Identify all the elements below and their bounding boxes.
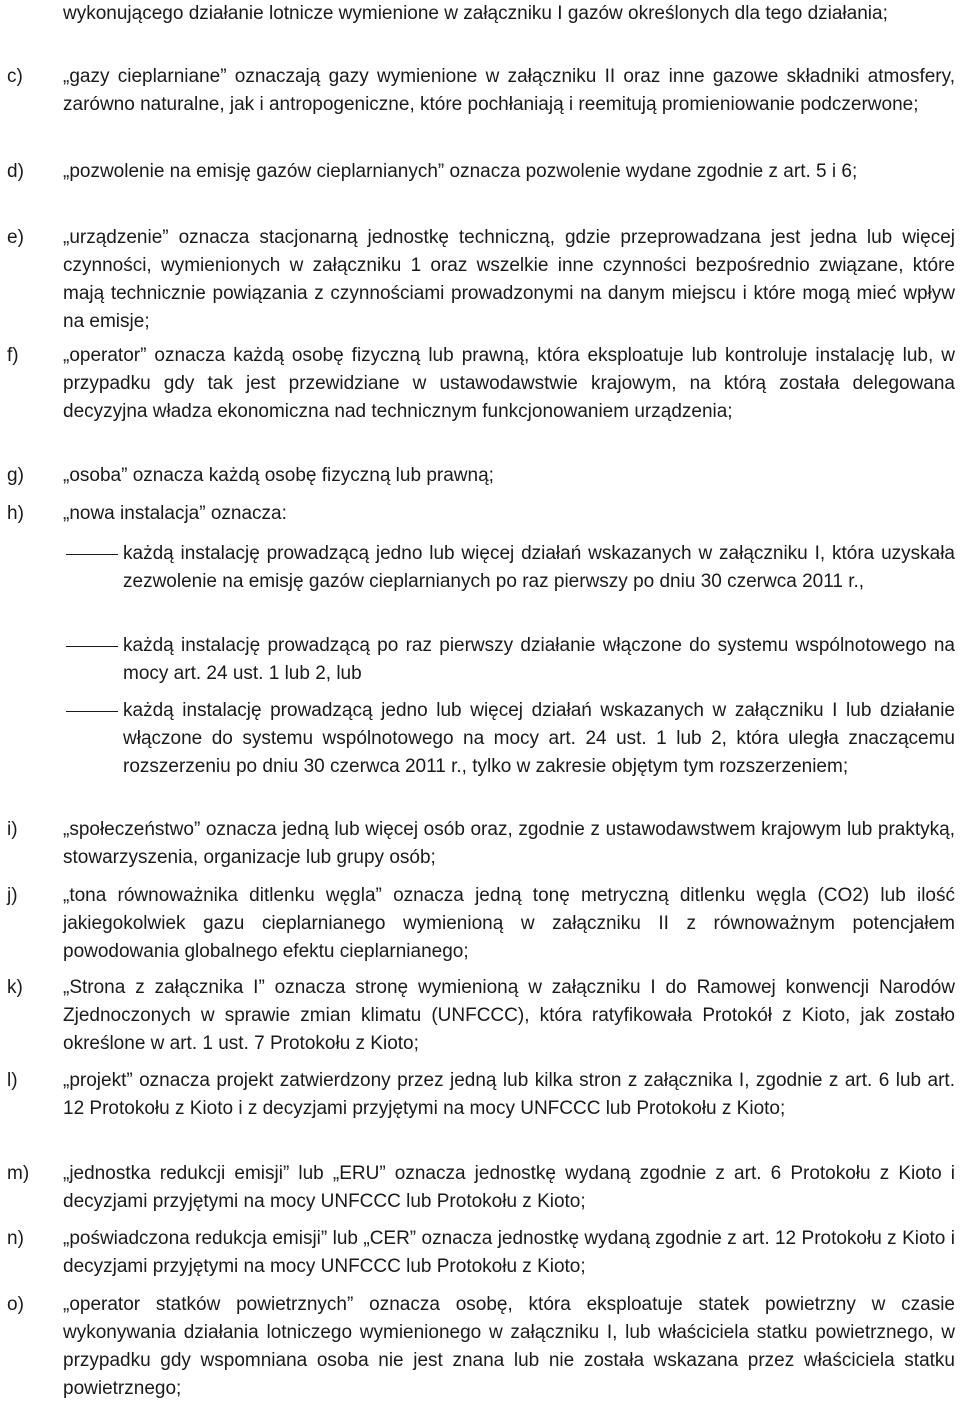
- definition-letter: i): [7, 819, 18, 840]
- sub-item-text: każdą instalację prowadzącą jedno lub więcej działań wskazanych w załączniku I lub działanie włączone do systemu wspólnotowego na mocy art. 24 ust. 1 lub 2, która uległa znaczącemu rozszerzeniu po dniu 30 czerwca 2011 r., tylko w zakresie objętym tym rozszerzeniem;: [123, 700, 955, 777]
- dash-bullet: [66, 646, 118, 647]
- definition-letter: o): [7, 1294, 24, 1315]
- definition-text: „jednostka redukcji emisji” lub „ERU” oznacza jednostkę wydaną zgodnie z art. 6 Protokołu z Kioto i decyzjami przyjętymi na mocy UNFCCC lub Protokołu z Kioto;: [63, 1163, 955, 1212]
- definition-text: „gazy cieplarniane” oznaczają gazy wymienione w załączniku II oraz inne gazowe składniki atmosfery, zarówno naturalne, jak i antropogeniczne, które pochłaniają i reemitują promieniowanie podczerwone;: [63, 66, 955, 115]
- definition-letter: d): [7, 161, 24, 182]
- dash-bullet: [66, 554, 118, 555]
- definition-text: „poświadczona redukcja emisji” lub „CER” oznacza jednostkę wydaną zgodnie z art. 12 Protokołu z Kioto i decyzjami przyjętymi na mocy UNFCCC lub Protokołu z Kioto;: [63, 1228, 955, 1277]
- definition-letter: k): [7, 977, 23, 998]
- definition-letter: f): [7, 345, 19, 366]
- dash-bullet: [66, 711, 118, 712]
- definition-text: „urządzenie” oznacza stacjonarną jednostkę techniczną, gdzie przeprowadzana jest jedna lub więcej czynności, wymienionych w załączniku 1 oraz wszelkie inne czynności bezpośrednio związane, które mają technicznie powiązania z czynnościami prowadzonymi na danym miejscu i które mogą mieć wpływ na emisje;: [63, 227, 955, 332]
- definition-text: „operator statków powietrznych” oznacza osobę, która eksploatuje statek powietrzny w czasie wykonywania działania lotniczego wymienionego w załączniku I, lub właściciela statku powietrznego, w przypadku gdy wspomniana osoba nie jest znana lub nie została wskazana przez właściciela statku powietrznego;: [63, 1294, 955, 1399]
- definition-letter: m): [7, 1163, 30, 1184]
- definition-text: „pozwolenie na emisję gazów cieplarnianych” oznacza pozwolenie wydane zgodnie z art. 5 i 6;: [63, 161, 858, 182]
- definition-text: „tona równoważnika ditlenku węgla” oznacza jedną tonę metryczną ditlenku węgla (CO2) lub ilość jakiegokolwiek gazu cieplarnianego wymienioną w załączniku II z równoważnym potencjałem powodowania globalnego efektu cieplarnianego;: [63, 885, 955, 962]
- definition-text: „operator” oznacza każdą osobę fizyczną lub prawną, która eksploatuje lub kontroluje instalację lub, w przypadku gdy tak jest przewidziane w ustawodawstwie krajowym, na którą została delegowana decyzyjna władza ekonomiczna nad technicznym funkcjonowaniem urządzenia;: [63, 345, 955, 422]
- definition-letter: l): [7, 1070, 18, 1091]
- definition-letter: h): [7, 503, 24, 524]
- definition-text: „Strona z załącznika I” oznacza stronę wymienioną w załączniku I do Ramowej konwencji Narodów Zjednoczonych w sprawie zmian klimatu (UNFCCC), która ratyfikowała Protokół z Kioto, jak zostało określone w art. 1 ust. 7 Protokołu z Kioto;: [63, 977, 955, 1054]
- definition-text: „nowa instalacja” oznacza:: [63, 503, 287, 524]
- definition-letter: j): [7, 885, 18, 906]
- intro-text: wykonującego działanie lotnicze wymienione w załączniku I gazów określonych dla tego działania;: [63, 3, 888, 24]
- definition-letter: g): [7, 465, 24, 486]
- sub-item-text: każdą instalację prowadzącą po raz pierwszy działanie włączone do systemu wspólnotowego na mocy art. 24 ust. 1 lub 2, lub: [123, 635, 955, 684]
- definition-letter: c): [7, 66, 23, 87]
- definition-letter: n): [7, 1228, 24, 1249]
- definition-text: „społeczeństwo” oznacza jedną lub więcej osób oraz, zgodnie z ustawodawstwem krajowym lub praktyką, stowarzyszenia, organizacje lub grupy osób;: [63, 819, 955, 868]
- definition-text: „projekt” oznacza projekt zatwierdzony przez jedną lub kilka stron z załącznika I, zgodnie z art. 6 lub art. 12 Protokołu z Kioto i z decyzjami przyjętymi na mocy UNFCCC lub Protokołu z Kioto;: [63, 1070, 955, 1119]
- definition-text: „osoba” oznacza każdą osobę fizyczną lub prawną;: [63, 465, 494, 486]
- definition-letter: e): [7, 227, 24, 248]
- sub-item-text: każdą instalację prowadzącą jedno lub więcej działań wskazanych w załączniku I, która uzyskała zezwolenie na emisję gazów cieplarnianych po raz pierwszy po dniu 30 czerwca 2011 r.,: [123, 543, 955, 592]
